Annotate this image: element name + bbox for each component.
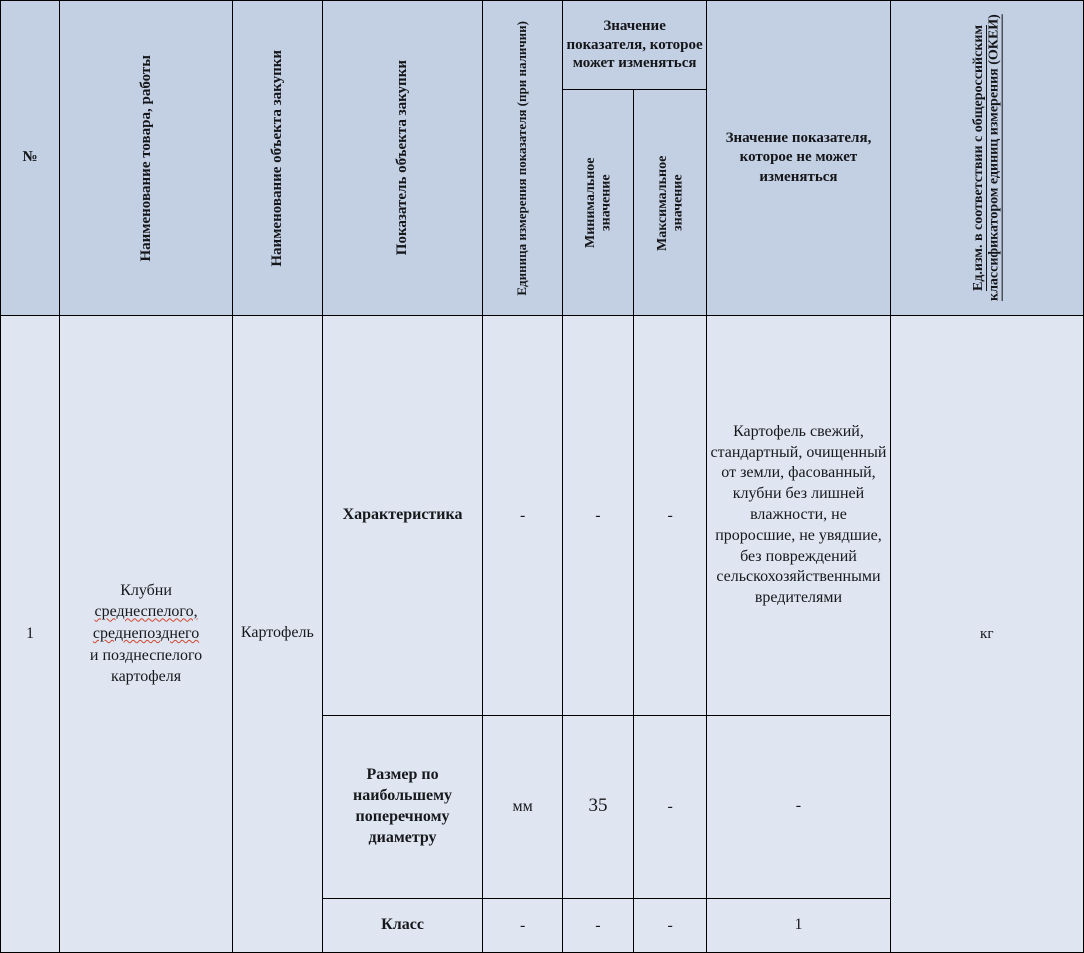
table-row [1, 316, 1084, 716]
cell-unit-label: - [519, 916, 526, 934]
header-indicator [322, 1, 483, 316]
cell-indicator-label: Характеристика [342, 505, 463, 523]
cell-goods-name [60, 316, 233, 953]
cell-unit [483, 899, 562, 953]
table-body [1, 316, 1084, 953]
cell-object-name [233, 316, 323, 953]
goods-name-line-4: и позднеспелого [89, 646, 203, 664]
cell-min-value-label: - [595, 916, 601, 934]
cell-unit [483, 715, 562, 898]
header-row-top [1, 1, 1084, 90]
cell-number-label: 1 [26, 625, 35, 643]
cell-fixed-value-label: - [795, 797, 802, 815]
header-min-value [562, 90, 633, 316]
cell-fixed-value [707, 899, 890, 953]
header-max-value-label: Максимальное значение [654, 154, 686, 251]
cell-min-value [562, 899, 633, 953]
header-changeable-group-label: Значение показателя, которое может изменяться [566, 17, 703, 72]
cell-unit-label: - [519, 506, 526, 524]
header-unit-label: Единица измерения показателя (при наличии) [514, 20, 530, 296]
header-fixed-value-label: Значение показателя, которое не может изменяться [725, 129, 872, 185]
cell-max-value-label: - [667, 506, 673, 524]
cell-min-value-label: - [595, 506, 601, 524]
cell-indicator [322, 316, 483, 716]
header-indicator-label: Показатель объекта закупки [394, 60, 411, 256]
cell-max-value [634, 316, 707, 716]
header-okei-label: Ед.изм. в соответствии с общероссийским классификатором единиц измерения (ОКЕИ) [971, 14, 1002, 302]
table-header [1, 1, 1084, 316]
cell-fixed-value [707, 316, 890, 716]
header-number-label: № [22, 149, 38, 166]
goods-name-line-3: среднепозднего [92, 625, 200, 643]
cell-okei-label: кг [980, 625, 994, 642]
cell-unit-label: мм [512, 798, 533, 816]
cell-indicator [322, 715, 483, 898]
cell-max-value [634, 715, 707, 898]
goods-name-line-1: Клубни [120, 581, 172, 599]
goods-name-line-5: картофеля [111, 668, 182, 686]
header-goods-name [60, 1, 233, 316]
cell-max-value-label: - [667, 798, 673, 816]
header-fixed-value [707, 1, 890, 316]
header-number [1, 1, 60, 316]
cell-min-value [562, 715, 633, 898]
cell-min-value [562, 316, 633, 716]
cell-fixed-value-label: Картофель свежий, стандартный, очищенный от земли, фасованный, клубни без лишней влажности, не проросшие, не увядшие, без повреждений сельскохозяйственными вредителями [710, 422, 887, 607]
cell-indicator-label: Размер по наибольшему поперечному диаметру [353, 766, 453, 846]
header-max-value [634, 90, 707, 316]
cell-fixed-value [707, 715, 890, 898]
cell-number [1, 316, 60, 953]
header-object-name-label: Наименование объекта закупки [269, 49, 286, 267]
goods-name-line-2: среднеспелого, [94, 603, 198, 621]
cell-max-value-label: - [667, 916, 673, 934]
header-unit [483, 1, 562, 316]
header-changeable-group [562, 1, 707, 90]
cell-max-value [634, 899, 707, 953]
header-goods-name-label: Наименование товара, работы [137, 54, 154, 262]
cell-object-name-label: Картофель [240, 624, 314, 642]
cell-fixed-value-label: 1 [794, 916, 803, 934]
cell-unit [483, 316, 562, 716]
cell-min-value-label: 35 [588, 795, 608, 817]
cell-okei [890, 316, 1083, 953]
header-min-value-label: Минимальное значение [582, 157, 613, 248]
cell-indicator-label: Класс [381, 916, 424, 934]
header-okei [890, 1, 1083, 316]
cell-indicator [322, 899, 483, 953]
header-object-name [233, 1, 323, 316]
